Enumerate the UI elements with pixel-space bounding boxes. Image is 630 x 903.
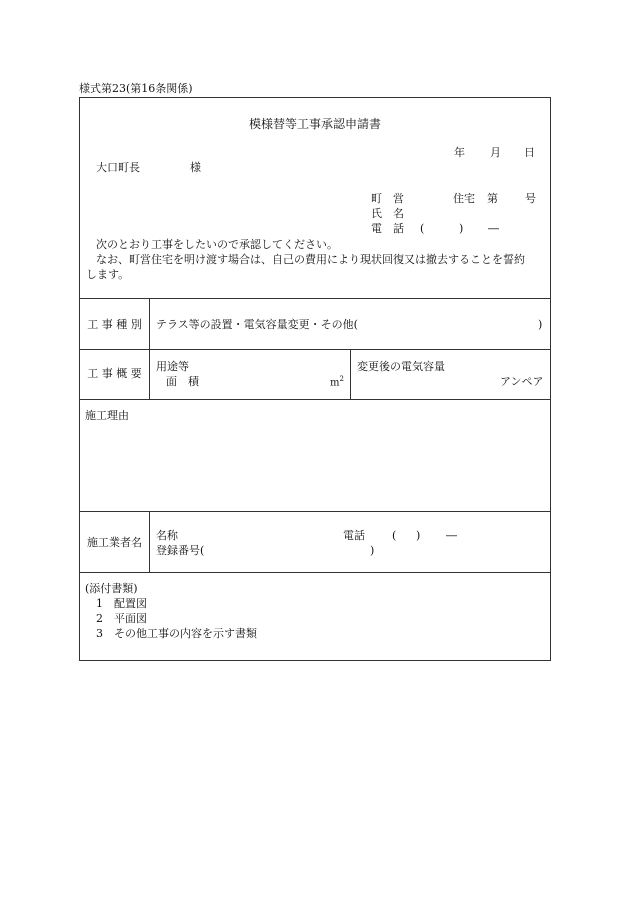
request-text-line-2: なお、町営住宅を明け渡す場合は、自己の費用により現状回復又は撤去することを誓約 — [96, 253, 525, 266]
applicant-phone-paren-close: ) — [459, 222, 464, 235]
housing-label: 町 営 — [371, 192, 404, 205]
contractor-phone-dash: ― — [446, 529, 457, 542]
addressee-honorific: 様 — [190, 161, 201, 174]
capacity-unit: アンペア — [500, 375, 544, 388]
work-type-content: テラス等の設置・電気容量変更・その他( — [156, 318, 358, 331]
row-divider — [80, 511, 550, 512]
applicant-phone-dash: ― — [488, 222, 499, 235]
summary-column-divider — [350, 349, 351, 399]
attachment-item: 2 平面図 — [96, 612, 147, 625]
work-type-close-paren: ) — [538, 318, 543, 331]
row-divider — [80, 399, 550, 400]
contractor-name-label: 名称 — [156, 529, 178, 542]
attachments-label: (添付書類) — [85, 582, 138, 595]
reason-label: 施工理由 — [85, 409, 129, 422]
contractor-phone-paren-close: ) — [416, 529, 421, 542]
row-divider — [80, 349, 550, 350]
registration-number-label: 登録番号( — [156, 544, 205, 557]
application-form — [79, 97, 551, 661]
work-type-label: 工 事 種 別 — [87, 318, 142, 331]
housing-number-suffix: 号 — [525, 192, 536, 205]
attachment-item: 3 その他工事の内容を示す書類 — [96, 627, 257, 640]
housing-number-prefix: 第 — [487, 192, 498, 205]
row-divider — [80, 298, 550, 299]
contractor-phone-paren-open: ( — [392, 529, 397, 542]
addressee-name: 大口町長 — [96, 161, 140, 174]
work-summary-label: 工 事 概 要 — [87, 367, 142, 380]
capacity-label: 変更後の電気容量 — [357, 360, 445, 373]
request-text-line-1: 次のとおり工事をしたいので承認してください。 — [96, 238, 338, 251]
area-label: 面 積 — [166, 375, 199, 388]
area-unit: $m^2$ — [330, 375, 344, 389]
registration-number-close-paren: ) — [370, 544, 375, 557]
applicant-name-label: 氏 名 — [371, 207, 404, 220]
label-column-divider — [149, 511, 150, 572]
row-divider — [80, 572, 550, 573]
contractor-label: 施工業者名 — [87, 536, 142, 549]
form-number-label: 様式第23(第16条関係) — [79, 82, 193, 95]
applicant-phone-paren-open: ( — [420, 222, 425, 235]
date-year-label: 年 — [454, 146, 465, 159]
applicant-phone-label: 電 話 — [371, 222, 404, 235]
date-day-label: 日 — [524, 146, 535, 159]
label-column-divider — [149, 298, 150, 399]
use-label: 用途等 — [156, 360, 189, 373]
request-text-line-3: します。 — [86, 268, 130, 281]
housing-suffix: 住宅 — [453, 192, 475, 205]
contractor-phone-label: 電話 — [343, 529, 365, 542]
date-month-label: 月 — [490, 146, 501, 159]
attachment-item: 1 配置図 — [96, 597, 147, 610]
form-title: 模様替等工事承認申請書 — [248, 117, 381, 131]
